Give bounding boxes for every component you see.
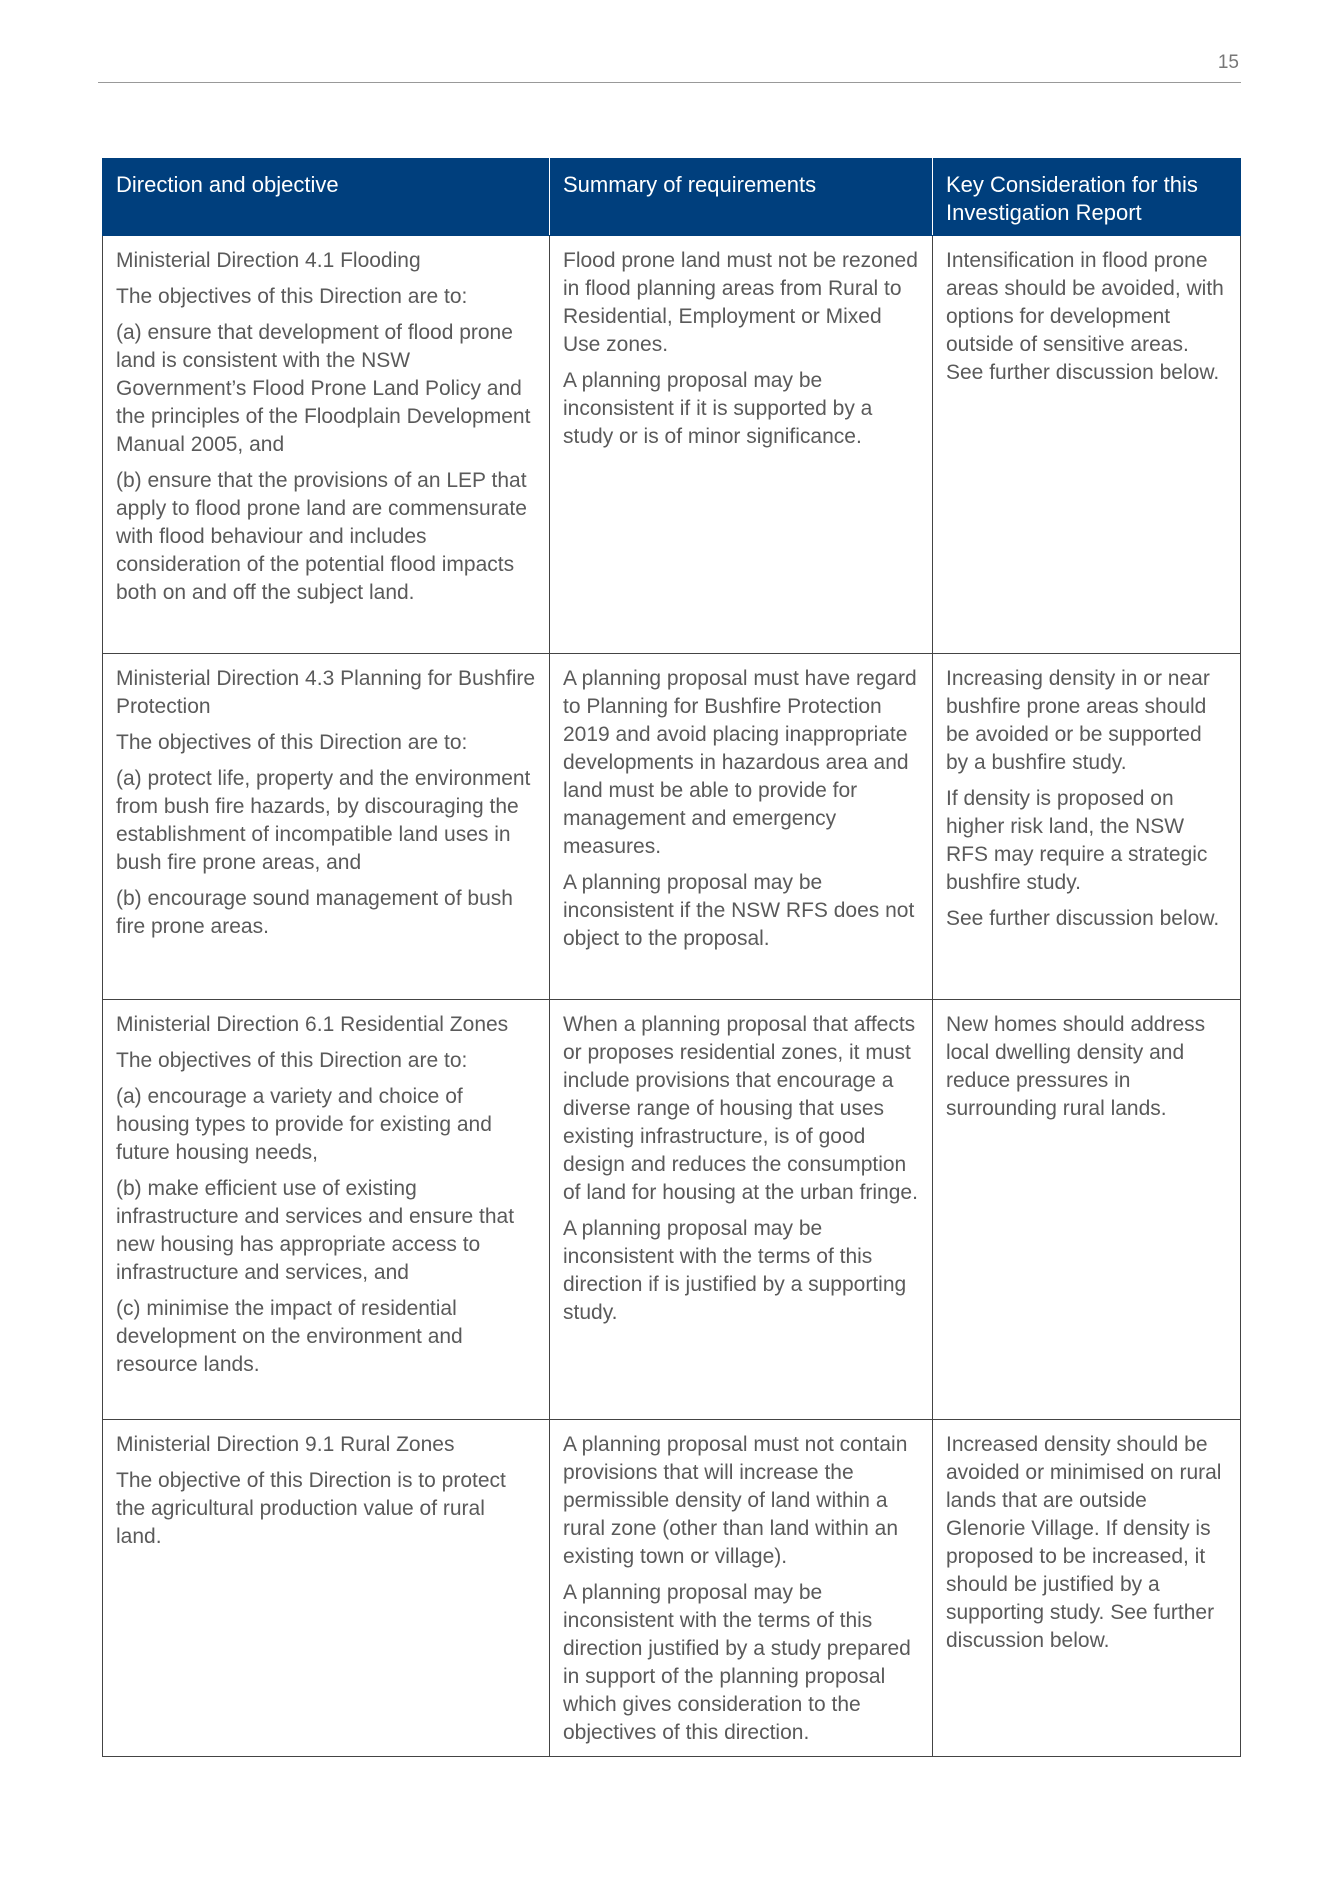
cell-paragraph: When a planning proposal that affects or proposes residential zones, it must include provisions that encourage a diverse range of housing that uses existing infrastructure, is of good design and reduces the consumption of land for housing at the urban fringe.: [563, 1013, 918, 1204]
cell-paragraph: Flood prone land must not be rezoned in flood planning areas from Rural to Residential, Employment or Mixed Use zones.: [563, 249, 918, 356]
consideration-cell: [933, 236, 1241, 654]
cell-paragraph: Increased density should be avoided or minimised on rural lands that are outside Glenorie Village. If density is proposed to be increased, it should be justified by a supporting study. See further discussion below.: [946, 1433, 1222, 1652]
cell-paragraph: (b) ensure that the provisions of an LEP that apply to flood prone land are commensurate with flood behaviour and includes consideration of the potential flood impacts both on and off the subject land.: [116, 469, 527, 604]
cell-paragraph: A planning proposal may be inconsistent with the terms of this direction if is justified by a supporting study.: [563, 1217, 907, 1324]
table-row: [103, 654, 1241, 1000]
cell-paragraph: (a) ensure that development of flood prone land is consistent with the NSW Government’s Flood Prone Land Policy and the principles of the Floodplain Development Manual 2005, and: [116, 321, 531, 456]
cell-paragraph: (c) minimise the impact of residential development on the environment and resource lands.: [116, 1297, 463, 1376]
page-number: 15: [1217, 52, 1239, 73]
direction-cell: [103, 654, 550, 1000]
cell-paragraph: The objectives of this Direction are to:: [116, 285, 468, 308]
cell-paragraph: Ministerial Direction 6.1 Residential Zones: [116, 1013, 509, 1036]
table-row: [103, 1000, 1241, 1420]
direction-cell: [103, 236, 550, 654]
cell-paragraph: The objectives of this Direction are to:: [116, 1049, 468, 1072]
cell-paragraph: Ministerial Direction 4.3 Planning for Bushfire Protection: [116, 667, 536, 718]
requirements-cell: [550, 1000, 933, 1420]
consideration-cell: [933, 654, 1241, 1000]
cell-paragraph: The objectives of this Direction are to:: [116, 731, 468, 754]
direction-cell: [103, 1420, 550, 1757]
cell-paragraph: (b) encourage sound management of bush fire prone areas.: [116, 887, 513, 938]
cell-paragraph: (b) make efficient use of existing infrastructure and services and ensure that new housing has appropriate access to infrastructure and services, and: [116, 1177, 515, 1284]
consideration-cell: [933, 1420, 1241, 1757]
table-row: [103, 236, 1241, 654]
cell-paragraph: A planning proposal may be inconsistent if the NSW RFS does not object to the proposal.: [563, 871, 915, 950]
table-header-row: [103, 159, 1241, 236]
cell-paragraph: (a) protect life, property and the environment from bush fire hazards, by discouraging the establishment of incompatible land uses in bush fire prone areas, and: [116, 767, 531, 874]
requirements-cell: [550, 236, 933, 654]
header-direction: Direction and objective: [103, 159, 550, 236]
cell-paragraph: Ministerial Direction 9.1 Rural Zones: [116, 1433, 455, 1456]
cell-paragraph: Ministerial Direction 4.1 Flooding: [116, 249, 421, 272]
requirements-cell: [550, 1420, 933, 1757]
cell-paragraph: A planning proposal must not contain provisions that will increase the permissible density of land within a rural zone (other than land within an existing town or village).: [563, 1433, 908, 1568]
consideration-cell: [933, 1000, 1241, 1420]
cell-paragraph: See further discussion below.: [946, 907, 1220, 930]
cell-paragraph: Increasing density in or near bushfire prone areas should be avoided or be supported by a bushfire study.: [946, 667, 1210, 774]
ministerial-directions-table: [102, 158, 1241, 1757]
direction-cell: [103, 1000, 550, 1420]
cell-paragraph: A planning proposal may be inconsistent if it is supported by a study or is of minor significance.: [563, 369, 873, 448]
cell-paragraph: Intensification in flood prone areas should be avoided, with options for development outside of sensitive areas. See further discussion below.: [946, 249, 1224, 384]
header-consideration: Key Consideration for this Investigation Report: [933, 159, 1241, 236]
cell-paragraph: A planning proposal may be inconsistent with the terms of this direction justified by a study prepared in support of the planning proposal which gives consideration to the objectives of this direction.: [563, 1581, 911, 1744]
cell-paragraph: New homes should address local dwelling density and reduce pressures in surrounding rural lands.: [946, 1013, 1206, 1120]
header-divider: [98, 82, 1241, 83]
cell-paragraph: A planning proposal must have regard to Planning for Bushfire Protection 2019 and avoid placing inappropriate developments in hazardous area and land must be able to provide for management and emergency measures.: [563, 667, 917, 858]
cell-paragraph: The objective of this Direction is to protect the agricultural production value of rural land.: [116, 1469, 506, 1548]
requirements-cell: [550, 654, 933, 1000]
table-row: [103, 1420, 1241, 1757]
header-requirements: Summary of requirements: [550, 159, 933, 236]
cell-paragraph: (a) encourage a variety and choice of housing types to provide for existing and future housing needs,: [116, 1085, 492, 1164]
cell-paragraph: If density is proposed on higher risk land, the NSW RFS may require a strategic bushfire study.: [946, 787, 1208, 894]
